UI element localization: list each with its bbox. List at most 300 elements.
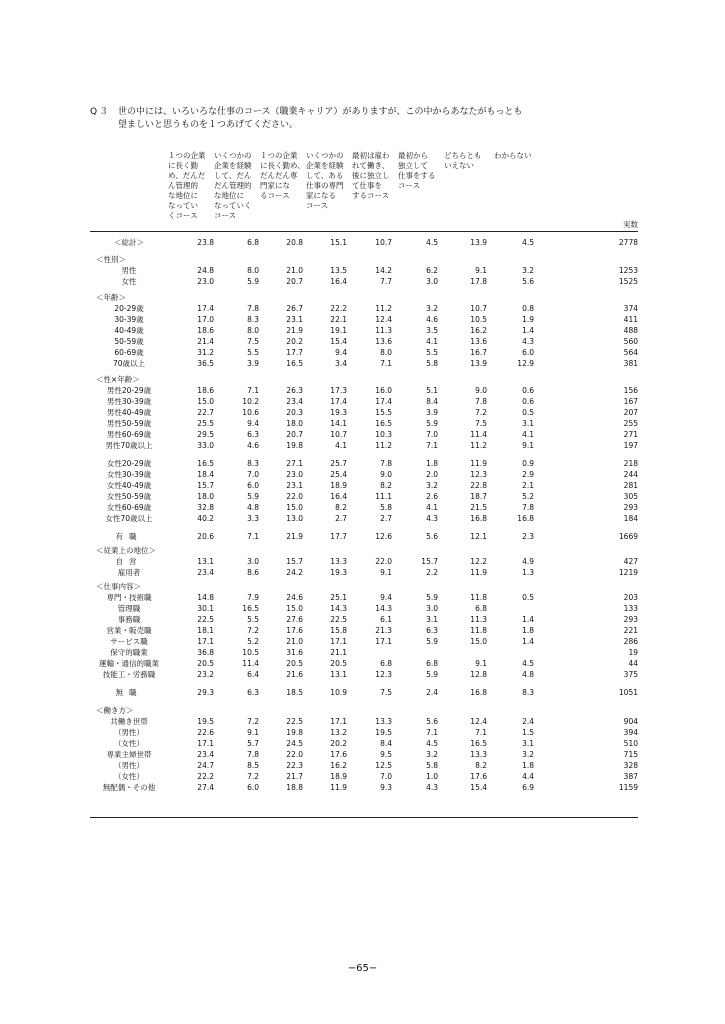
row-label: ＜働き方＞ [96, 706, 134, 715]
cell-value: 22.6 [197, 728, 214, 737]
cell-value: 25.5 [197, 419, 214, 428]
cell-value: 23.0 [286, 470, 303, 479]
table-row [90, 659, 638, 668]
cell-value: 0.8 [522, 304, 534, 313]
cell-value: 15.4 [330, 337, 347, 346]
cell-count: 207 [623, 408, 638, 417]
table-row [90, 637, 638, 646]
cell-value: 7.5 [247, 337, 259, 346]
cell-value: 5.8 [426, 761, 438, 770]
cell-value: 4.8 [247, 503, 259, 512]
cell-value: 20.2 [286, 337, 303, 346]
row-label: ＜年齢＞ [96, 293, 126, 302]
table-row [90, 326, 638, 335]
table-row [90, 772, 638, 781]
cell-value: 12.4 [375, 315, 392, 324]
table-row [90, 604, 638, 613]
cell-value: 8.2 [475, 761, 487, 770]
cell-value: 2.6 [426, 492, 438, 501]
row-label: 女性60-69歳 [106, 503, 152, 512]
cell-value: 5.6 [426, 717, 438, 726]
row-label: 男性50-59歳 [106, 419, 152, 428]
row-label: 男性30-39歳 [106, 397, 152, 406]
cell-value: 7.9 [247, 593, 259, 602]
row-label: 技能工・労務職 [102, 670, 156, 679]
cell-value: 1.4 [522, 615, 534, 624]
cell-value: 18.1 [197, 626, 214, 635]
cell-value: 2.4 [426, 688, 438, 697]
cell-value: 23.1 [286, 315, 303, 324]
cell-value: 5.8 [380, 503, 392, 512]
row-label: （男性） [114, 728, 144, 737]
cell-value: 0.6 [522, 397, 534, 406]
cell-value: 26.3 [286, 386, 303, 395]
cell-value: 10.9 [330, 688, 347, 697]
row-label: 無職 [115, 688, 143, 697]
cell-value: 11.3 [375, 326, 392, 335]
cell-value: 10.5 [242, 648, 259, 657]
cell-value: 19.8 [286, 441, 303, 450]
cell-value: 11.8 [470, 626, 487, 635]
cell-value: 5.6 [426, 532, 438, 541]
cell-value: 7.2 [475, 408, 487, 417]
cell-value: 26.7 [286, 304, 303, 313]
cell-value: 5.5 [426, 348, 438, 357]
table-row [90, 670, 638, 679]
table-row [90, 761, 638, 770]
cell-value: 7.0 [380, 772, 392, 781]
cell-value: 8.4 [380, 739, 392, 748]
cell-value: 8.4 [426, 397, 438, 406]
cell-value: 21.1 [330, 648, 347, 657]
cell-value: 22.3 [286, 761, 303, 770]
cell-value: 9.5 [380, 750, 392, 759]
cell-value: 8.2 [380, 481, 392, 490]
table-row [90, 648, 638, 657]
cell-value: 0.5 [522, 408, 534, 417]
cell-value: 1.0 [426, 772, 438, 781]
cell-value: 18.5 [286, 688, 303, 697]
row-label: 70歳以上 [112, 359, 146, 368]
cell-value: 13.6 [470, 337, 487, 346]
cell-value: 5.2 [522, 492, 534, 501]
table-row [90, 514, 638, 523]
cell-value: 16.7 [470, 348, 487, 357]
cell-value: 1.8 [426, 459, 438, 468]
cell-value: 21.7 [286, 772, 303, 781]
cell-count: 715 [623, 750, 638, 759]
table-row [90, 293, 638, 302]
cell-value: 10.7 [375, 238, 392, 247]
cell-value: 24.8 [197, 266, 214, 275]
cell-value: 4.6 [426, 315, 438, 324]
table-row [90, 593, 638, 602]
cell-count: 2778 [618, 238, 638, 247]
cell-value: 2.0 [426, 470, 438, 479]
cell-value: 10.3 [375, 430, 392, 439]
cell-value: 19.5 [197, 717, 214, 726]
cell-value: 1.3 [522, 568, 534, 577]
cell-value: 1.5 [522, 728, 534, 737]
cell-value: 8.3 [247, 459, 259, 468]
cell-count: 197 [623, 441, 638, 450]
cell-value: 16.2 [470, 326, 487, 335]
row-label: 保守的職業 [110, 648, 148, 657]
cell-value: 5.7 [247, 739, 259, 748]
cell-value: 6.3 [247, 688, 259, 697]
cell-value: 17.1 [375, 637, 392, 646]
table-row [90, 266, 638, 275]
cell-value: 15.8 [330, 626, 347, 635]
cell-count: 255 [623, 419, 638, 428]
cell-value: 2.7 [335, 514, 347, 523]
cell-value: 8.6 [247, 568, 259, 577]
cell-value: 21.3 [375, 626, 392, 635]
cell-value: 22.7 [197, 408, 214, 417]
cell-value: 21.9 [286, 532, 303, 541]
cell-value: 11.9 [330, 783, 347, 792]
cell-value: 7.2 [247, 717, 259, 726]
cell-count: 1219 [618, 568, 638, 577]
cell-value: 0.9 [522, 459, 534, 468]
table-row [90, 419, 638, 428]
cell-value: 12.5 [375, 761, 392, 770]
cell-count: 1669 [618, 532, 638, 541]
row-label: 雇用者 [117, 568, 141, 577]
table-row [90, 277, 638, 286]
cell-count: 375 [623, 670, 638, 679]
row-label: 30-39歳 [114, 315, 144, 324]
cell-value: 3.0 [247, 557, 259, 566]
cell-value: 6.8 [475, 604, 487, 613]
cell-value: 5.9 [247, 277, 259, 286]
column-header-7: どちらとも いえない [444, 151, 482, 170]
cell-value: 9.1 [522, 441, 534, 450]
cell-count: 381 [623, 359, 638, 368]
cell-value: 25.1 [330, 593, 347, 602]
cell-value: 15.7 [197, 481, 214, 490]
cell-value: 5.9 [247, 492, 259, 501]
cell-value: 6.4 [247, 670, 259, 679]
cell-value: 12.3 [470, 470, 487, 479]
cell-value: 13.3 [330, 557, 347, 566]
cell-value: 4.8 [522, 670, 534, 679]
cell-value: 27.4 [197, 783, 214, 792]
question-number: Q３ [90, 107, 111, 117]
cell-value: 3.1 [426, 615, 438, 624]
cell-count: 286 [623, 637, 638, 646]
cell-value: 13.9 [470, 359, 487, 368]
cell-value: 24.7 [197, 761, 214, 770]
cell-value: 10.7 [470, 304, 487, 313]
cell-value: 10.7 [330, 430, 347, 439]
row-label: ＜仕事内容＞ [96, 582, 141, 591]
cell-value: 19.3 [330, 568, 347, 577]
cell-count: 293 [623, 503, 638, 512]
cell-value: 12.9 [517, 359, 534, 368]
cell-value: 14.1 [330, 419, 347, 428]
table-row [90, 739, 638, 748]
cell-count: 281 [623, 481, 638, 490]
cell-count: 1525 [618, 277, 638, 286]
cell-value: 3.2 [426, 750, 438, 759]
table-row [90, 568, 638, 577]
cell-value: 21.6 [286, 670, 303, 679]
cell-value: 9.4 [335, 348, 347, 357]
cell-value: 7.1 [247, 386, 259, 395]
cell-value: 15.0 [286, 604, 303, 613]
cell-value: 18.8 [286, 783, 303, 792]
cell-value: 20.5 [330, 659, 347, 668]
cell-value: 21.0 [286, 637, 303, 646]
cell-value: 4.3 [522, 337, 534, 346]
cell-value: 20.6 [197, 532, 214, 541]
row-label: 男性20-29歳 [106, 386, 152, 395]
cell-value: 1.4 [522, 326, 534, 335]
cell-value: 29.5 [197, 430, 214, 439]
cell-value: 4.6 [247, 441, 259, 450]
cell-value: 22.2 [330, 304, 347, 313]
cell-value: 36.8 [197, 648, 214, 657]
cell-value: 16.8 [470, 688, 487, 697]
row-label: 専門・技術職 [106, 593, 152, 602]
cell-value: 10.5 [470, 315, 487, 324]
row-label: 女性30-39歳 [106, 470, 152, 479]
cell-value: 9.0 [475, 386, 487, 395]
cell-value: 18.4 [197, 470, 214, 479]
cell-value: 19.1 [330, 326, 347, 335]
row-label: 女性40-49歳 [106, 481, 152, 490]
cell-value: 13.6 [375, 337, 392, 346]
cell-value: 1.9 [522, 315, 534, 324]
row-label: ＜従業上の地位＞ [96, 546, 156, 555]
cell-value: 8.0 [247, 266, 259, 275]
table-row [90, 582, 638, 591]
cell-value: 7.2 [247, 626, 259, 635]
cell-value: 11.4 [242, 659, 259, 668]
cell-value: 7.0 [247, 470, 259, 479]
cell-value: 5.5 [247, 348, 259, 357]
cell-value: 25.7 [330, 459, 347, 468]
cell-value: 7.8 [380, 459, 392, 468]
cell-value: 20.8 [286, 238, 303, 247]
row-label: （女性） [114, 772, 144, 781]
cell-value: 4.1 [522, 430, 534, 439]
cell-value: 13.3 [375, 717, 392, 726]
cell-value: 23.4 [286, 397, 303, 406]
cell-value: 17.3 [330, 386, 347, 395]
cell-value: 3.3 [247, 514, 259, 523]
cell-count: 19 [628, 648, 638, 657]
cell-value: 13.2 [330, 728, 347, 737]
cell-value: 0.6 [522, 386, 534, 395]
cell-value: 4.1 [426, 503, 438, 512]
cell-value: 15.4 [470, 783, 487, 792]
cell-value: 13.1 [330, 670, 347, 679]
cell-value: 17.6 [470, 772, 487, 781]
cell-value: 15.0 [286, 503, 303, 512]
cell-count: 167 [623, 397, 638, 406]
column-header-8: わからない [494, 151, 532, 160]
table-row [90, 532, 638, 541]
cell-value: 8.3 [522, 688, 534, 697]
cell-value: 13.5 [330, 266, 347, 275]
cell-value: 25.4 [330, 470, 347, 479]
question-text-line-1: 世の中には、いろいろな仕事のコース（職業キャリア）がありますが、この中からあなたがもっとも [118, 107, 523, 117]
cell-value: 9.1 [247, 728, 259, 737]
cell-value: 9.1 [475, 659, 487, 668]
cell-value: 5.6 [522, 277, 534, 286]
column-header-5: 最初は雇わ れて働き、 後に独立し て仕事を するコース [352, 151, 390, 200]
cell-value: 6.8 [380, 659, 392, 668]
cell-value: 3.2 [426, 481, 438, 490]
cell-value: 4.4 [522, 772, 534, 781]
cell-value: 12.1 [470, 532, 487, 541]
cell-count: 44 [628, 659, 638, 668]
cell-value: 36.5 [197, 359, 214, 368]
table-row [90, 359, 638, 368]
cell-value: 23.4 [197, 750, 214, 759]
cell-value: 4.5 [426, 739, 438, 748]
table-row [90, 750, 638, 759]
row-label: 男性40-49歳 [106, 408, 152, 417]
cell-value: 9.4 [247, 419, 259, 428]
cell-value: 4.9 [522, 557, 534, 566]
cell-value: 7.7 [380, 277, 392, 286]
row-label: サービス職 [110, 637, 148, 646]
column-header-3: １つの企業 に長く勤め、 だんだん専 門家にな るコース [260, 151, 305, 200]
row-label: 60-69歳 [114, 348, 144, 357]
cell-value: 21.4 [197, 337, 214, 346]
cell-value: 16.8 [517, 514, 534, 523]
cell-value: 6.2 [426, 266, 438, 275]
row-label: 女性50-59歳 [106, 492, 152, 501]
cell-value: 21.5 [470, 503, 487, 512]
cell-value: 27.6 [286, 615, 303, 624]
cell-value: 20.7 [286, 430, 303, 439]
cell-value: 40.2 [197, 514, 214, 523]
row-label: ＜性×年齢＞ [96, 375, 140, 384]
cell-value: 23.2 [197, 670, 214, 679]
cell-value: 4.1 [335, 441, 347, 450]
row-label: ＜性別＞ [96, 255, 126, 264]
cell-value: 22.5 [286, 717, 303, 726]
cell-value: 16.5 [286, 359, 303, 368]
cell-value: 8.5 [247, 761, 259, 770]
row-label: （男性） [114, 761, 144, 770]
cell-value: 16.5 [375, 419, 392, 428]
row-label: 女性 [121, 277, 137, 286]
cell-count: 387 [623, 772, 638, 781]
cell-value: 29.3 [197, 688, 214, 697]
cell-value: 7.1 [380, 359, 392, 368]
cell-value: 10.2 [242, 397, 259, 406]
cell-value: 7.0 [426, 430, 438, 439]
table-row [90, 688, 638, 697]
cell-value: 17.7 [330, 532, 347, 541]
cell-count: 271 [623, 430, 638, 439]
cell-value: 18.6 [197, 386, 214, 395]
row-label: 男性70歳以上 [105, 441, 153, 450]
row-label: 40-49歳 [114, 326, 144, 335]
table-row [90, 481, 638, 490]
cell-value: 2.9 [522, 470, 534, 479]
cell-value: 18.6 [197, 326, 214, 335]
table-row [90, 315, 638, 324]
cell-value: 6.0 [522, 348, 534, 357]
cell-value: 18.9 [330, 481, 347, 490]
cell-value: 11.4 [470, 430, 487, 439]
cell-value: 31.6 [286, 648, 303, 657]
cell-value: 7.5 [475, 419, 487, 428]
question-text-line-2: 望ましいと思うものを１つあげてください。 [118, 120, 299, 130]
cell-count: 488 [623, 326, 638, 335]
cell-count: 411 [623, 315, 638, 324]
page-number: −65− [347, 963, 378, 974]
cell-value: 22.1 [330, 315, 347, 324]
cell-value: 3.1 [522, 739, 534, 748]
cell-value: 4.3 [426, 783, 438, 792]
cell-value: 22.8 [470, 481, 487, 490]
cell-count: 1051 [618, 688, 638, 697]
cell-value: 20.3 [286, 408, 303, 417]
cell-value: 24.5 [286, 739, 303, 748]
cell-value: 23.1 [286, 481, 303, 490]
table-row [90, 557, 638, 566]
column-header-2: いくつかの 企業を経験 して、だん だん管理的 な地位に なっていく コース [214, 151, 252, 220]
cell-value: 22.0 [286, 750, 303, 759]
cell-value: 4.5 [522, 238, 534, 247]
row-label: 自営 [115, 557, 143, 566]
row-label: （女性） [114, 739, 144, 748]
cell-value: 27.1 [286, 459, 303, 468]
cell-value: 15.0 [470, 637, 487, 646]
row-label: 女性70歳以上 [105, 514, 153, 523]
cell-value: 0.5 [522, 593, 534, 602]
cell-value: 12.3 [375, 670, 392, 679]
cell-value: 4.5 [522, 659, 534, 668]
cell-value: 5.9 [426, 593, 438, 602]
cell-value: 22.2 [197, 772, 214, 781]
cell-value: 3.2 [426, 304, 438, 313]
row-label: 男性 [121, 266, 137, 275]
cell-count: 328 [623, 761, 638, 770]
cell-count: 427 [623, 557, 638, 566]
cell-count: 1159 [618, 783, 638, 792]
cell-value: 19.8 [286, 728, 303, 737]
cell-value: 7.8 [247, 750, 259, 759]
cell-value: 22.5 [330, 615, 347, 624]
table-top-rule [90, 231, 638, 232]
cell-count: 394 [623, 728, 638, 737]
table-row [90, 397, 638, 406]
table-row [90, 717, 638, 726]
cell-value: 17.8 [470, 277, 487, 286]
cell-count: 510 [623, 739, 638, 748]
cell-value: 2.2 [426, 568, 438, 577]
cell-value: 21.9 [286, 326, 303, 335]
cell-value: 16.4 [330, 277, 347, 286]
cell-value: 3.9 [426, 408, 438, 417]
cell-value: 14.3 [375, 604, 392, 613]
cell-value: 17.4 [375, 397, 392, 406]
row-label: 共働き世帯 [110, 717, 148, 726]
cell-count: 244 [623, 470, 638, 479]
cell-value: 17.6 [286, 626, 303, 635]
cell-value: 5.1 [426, 386, 438, 395]
cell-value: 5.9 [426, 637, 438, 646]
cell-value: 22.5 [197, 615, 214, 624]
